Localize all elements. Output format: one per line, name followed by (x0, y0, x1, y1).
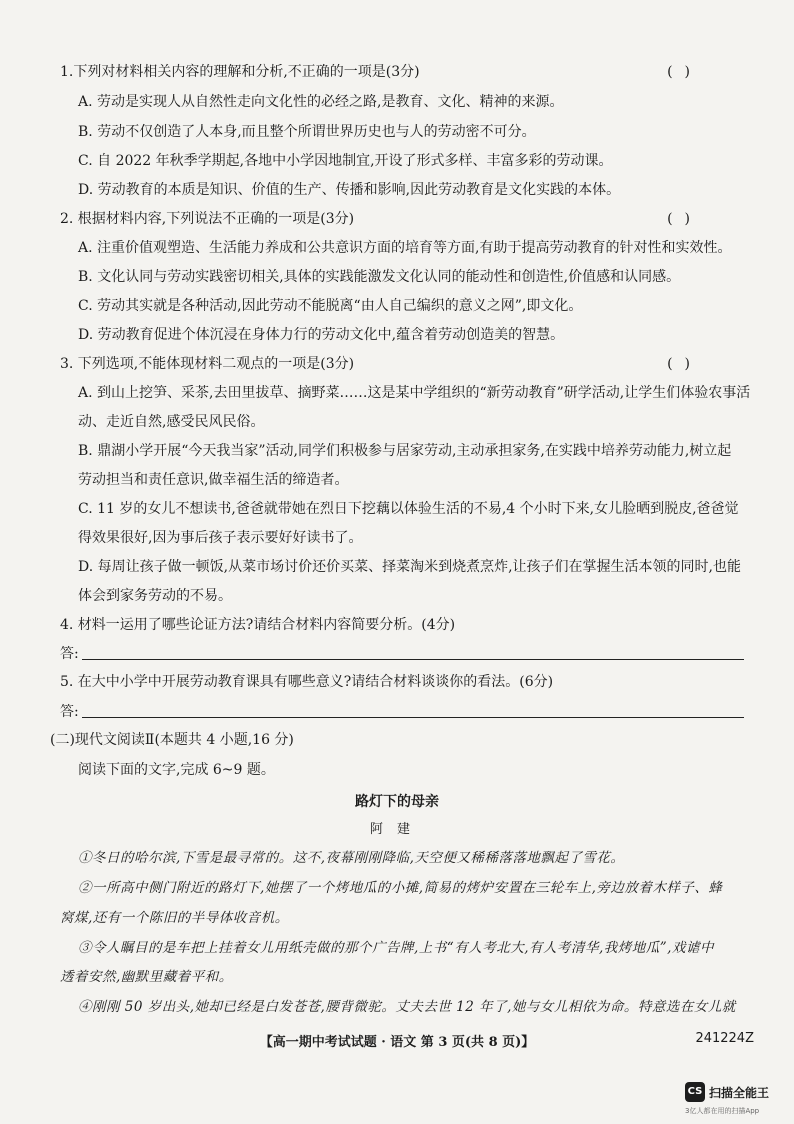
q1-option-d: D. 劳动教育的本质是知识、价值的生产、传播和影响,因此劳动教育是文化实践的本体。 (78, 182, 621, 198)
story-paragraph-3-line2: 透着安然,幽默里藏着平和。 (60, 969, 233, 985)
footer-exam-code: 241224Z (695, 1031, 754, 1046)
q3-option-c-line2: 得效果很好,因为事后孩子表示要好好读书了。 (78, 530, 363, 546)
q2-option-b: B. 文化认同与劳动实践密切相关,具体的实践能激发文化认同的能动性和创造性,价值感和认同感。 (78, 269, 681, 285)
q4-answer-area[interactable] (60, 643, 744, 663)
q2-answer-paren: () (667, 211, 702, 227)
footer-page-info: 【高一期中考试试题 · 语文 第 3 页(共 8 页)】 (259, 1035, 535, 1050)
q5-answer-label: 答: (60, 704, 79, 720)
q3-option-b-line2: 劳动担当和责任意识,做幸福生活的缔造者。 (78, 472, 349, 488)
q5-stem: 5. 在大中小学中开展劳动教育课具有哪些意义?请结合材料谈谈你的看法。(6分) (60, 674, 554, 690)
q1-option-a: A. 劳动是实现人从自然性走向文化性的必经之路,是教育、文化、精神的来源。 (78, 94, 564, 110)
scanner-app-tagline: 3亿人都在用的扫描App (685, 1107, 760, 1115)
story-title: 路灯下的母亲 (355, 794, 439, 810)
q3-option-b-line1: B. 鼎湖小学开展“今天我当家”活动,同学们积极参与居家劳动,主动承担家务,在实践中培养劳动能力,树立起 (78, 443, 732, 459)
story-paragraph-3-line1: ③令人瞩目的是车把上挂着女儿用纸壳做的那个广告牌,上书“有人考北大,有人考清华,我烤地瓜”,戏谑中 (78, 940, 714, 956)
q1-option-c: C. 自 2022 年秋季学期起,各地中小学因地制宜,开设了形式多样、丰富多彩的劳动课。 (78, 153, 613, 169)
story-paragraph-2-line2: 窝煤,还有一个陈旧的半导体收音机。 (60, 910, 289, 926)
story-paragraph-2-line1: ②一所高中侧门附近的路灯下,她摆了一个烤地瓜的小摊,简易的烤炉安置在三轮车上,旁边放着木样子、蜂 (78, 880, 723, 896)
story-author: 阿建 (369, 822, 424, 837)
q5-answer-area[interactable] (60, 701, 744, 721)
q3-stem: 3. 下列选项,不能体现材料二观点的一项是(3分) () (60, 356, 702, 372)
q4-stem: 4. 材料一运用了哪些论证方法?请结合材料内容简要分析。(4分) (60, 617, 456, 633)
q1-answer-paren: () (667, 64, 702, 80)
q3-option-a-line2: 动、走近自然,感受民风民俗。 (78, 414, 265, 430)
q4-answer-label: 答: (60, 646, 79, 662)
q4-answer-line (82, 659, 744, 660)
scanner-watermark (685, 1082, 794, 1122)
section-instruction: 阅读下面的文字,完成 6~9 题。 (78, 762, 275, 778)
story-paragraph-1: ①冬日的哈尔滨,下雪是最寻常的。这不,夜幕刚刚降临,天空便又稀稀落落地飘起了雪花。 (78, 850, 625, 866)
scanner-app-name: 扫描全能王 (709, 1086, 770, 1100)
q2-option-c: C. 劳动其实就是各种活动,因此劳动不能脱离“由人自己编织的意义之网”,即文化。 (78, 298, 583, 314)
q2-option-d: D. 劳动教育促进个体沉浸在身体力行的劳动文化中,蕴含着劳动创造美的智慧。 (78, 327, 565, 343)
q3-option-a-line1: A. 到山上挖笋、采茶,去田里拔草、摘野菜……这是某中学组织的“新劳动教育”研学活动,让学生们体验农事活 (78, 385, 751, 401)
q3-option-d-line2: 体会到家务劳动的不易。 (78, 588, 232, 604)
q1-stem: 1.下列对材料相关内容的理解和分析,不正确的一项是(3分) () (60, 64, 702, 80)
story-paragraph-4: ④刚刚 50 岁出头,她却已经是白发苍苍,腰背微驼。丈夫去世 12 年了,她与女儿相依为命。特意选在女儿就 (78, 999, 736, 1015)
section-heading: (二)现代文阅读Ⅱ(本题共 4 小题,16 分) (50, 732, 294, 748)
q2-stem: 2. 根据材料内容,下列说法不正确的一项是(3分) () (60, 211, 702, 227)
camscanner-logo-icon: CS (685, 1082, 705, 1102)
q3-answer-paren: () (667, 356, 702, 372)
q1-option-b: B. 劳动不仅创造了人本身,而且整个所谓世界历史也与人的劳动密不可分。 (78, 124, 536, 140)
q5-answer-line (82, 717, 744, 718)
q3-option-c-line1: C. 11 岁的女儿不想读书,爸爸就带她在烈日下挖藕以体验生活的不易,4 个小时下来,女儿脸晒到脱皮,爸爸觉 (78, 501, 739, 517)
q3-option-d-line1: D. 每周让孩子做一顿饭,从菜市场讨价还价买菜、择菜淘米到烧煮烹炸,让孩子们在掌握生活本领的同时,也能 (78, 559, 741, 575)
q2-option-a: A. 注重价值观塑造、生活能力养成和公共意识方面的培育等方面,有助于提高劳动教育的针对性和实效性。 (78, 240, 732, 256)
